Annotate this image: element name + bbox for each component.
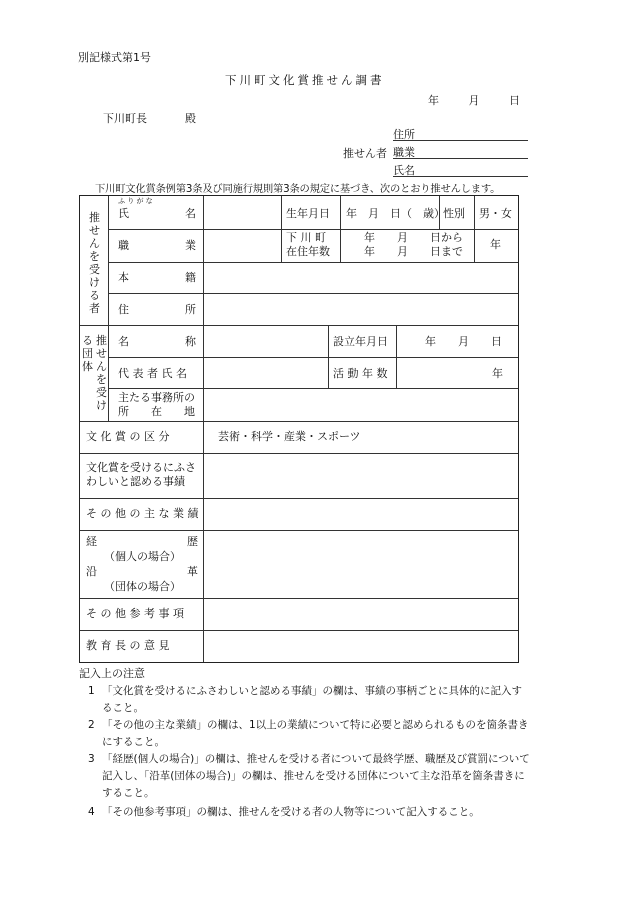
residence-years-unit: 年 bbox=[490, 238, 501, 251]
addressee-name: 下川町長 bbox=[103, 112, 147, 125]
individual-section-label: 推せんを受ける者 bbox=[89, 211, 100, 315]
note-item: 1 「文化賞を受けるにふさわしいと認める事績」の欄は、事績の事柄ごとに具体的に記入すること。 bbox=[88, 685, 522, 714]
recommender-address-field[interactable]: 住所 bbox=[393, 126, 528, 141]
award-category-options[interactable]: 芸術・科学・産業・スポーツ bbox=[218, 430, 361, 443]
gender-label: 性別 bbox=[443, 207, 465, 220]
page-title: 下川町文化賞推せん調書 bbox=[225, 73, 385, 87]
recommender-occupation-field[interactable]: 職業 bbox=[393, 144, 528, 159]
furigana-label: ふ り が な bbox=[118, 197, 153, 205]
history-field[interactable] bbox=[207, 534, 512, 596]
reference-field[interactable] bbox=[207, 601, 512, 628]
activity-years-label: 活 動 年 数 bbox=[333, 367, 388, 380]
founded-label: 設立年月日 bbox=[333, 335, 388, 348]
date-day: 日 bbox=[509, 94, 520, 107]
group-name-field[interactable] bbox=[207, 328, 323, 355]
group-name-label: 名 称 bbox=[118, 335, 196, 348]
notes-title: 記入上の注意 bbox=[79, 667, 145, 680]
birthdate-label: 生年月日 bbox=[286, 207, 330, 220]
honorific: 殿 bbox=[185, 112, 196, 125]
occupation-label: 職 業 bbox=[118, 239, 196, 252]
superintendent-opinion-field[interactable] bbox=[207, 633, 512, 660]
history-label: 経 歴 （個人の場合） 沿 革 （団体の場合） bbox=[86, 535, 198, 593]
date-month: 月 bbox=[468, 94, 480, 107]
recommender-name-field[interactable]: 氏名 bbox=[393, 162, 528, 177]
domicile-field[interactable] bbox=[207, 264, 512, 291]
office-address-field[interactable] bbox=[207, 392, 512, 419]
achievement-field[interactable] bbox=[207, 456, 512, 496]
other-achievements-label: そ の 他 の 主 な 業 績 bbox=[86, 507, 199, 520]
residence-period-field[interactable]: 年 月 日から 年 月 日まで bbox=[364, 231, 463, 258]
intro-statement: 下川町文化賞条例第3条及び同施行規則第3条の規定に基づき、次のとおり推せんします。 bbox=[95, 183, 501, 195]
recommendation-form-table bbox=[79, 195, 519, 663]
occupation-field[interactable] bbox=[207, 232, 277, 260]
note-item: 2 「その他の主な業績」の欄は、1以上の業績について特に必要と認められるものを箇条書きにすること。 bbox=[88, 719, 529, 748]
form-number: 別記様式第1号 bbox=[78, 51, 151, 64]
date-year: 年 bbox=[428, 94, 439, 107]
date-line bbox=[428, 92, 520, 108]
activity-years-field[interactable]: 年 bbox=[492, 367, 503, 380]
other-achievements-field[interactable] bbox=[207, 501, 512, 528]
founded-field[interactable]: 年 月 日 bbox=[425, 335, 502, 348]
award-category-label: 文 化 賞 の 区 分 bbox=[86, 430, 170, 443]
achievement-label: 文化賞を受けるにふさ わしいと認める事績 bbox=[86, 461, 196, 488]
residence-years-label: 下 川 町 在住年数 bbox=[286, 231, 330, 258]
address-field[interactable] bbox=[207, 296, 512, 323]
name-label: 氏 名 bbox=[118, 207, 196, 220]
reference-label: そ の 他 参 考 事 項 bbox=[86, 607, 184, 620]
superintendent-opinion-label: 教 育 長 の 意 見 bbox=[86, 639, 170, 652]
addressee bbox=[103, 110, 196, 126]
office-address-label: 主たる事務所の 所 在 地 bbox=[118, 391, 195, 418]
gender-field[interactable]: 男・女 bbox=[479, 207, 512, 220]
name-field[interactable] bbox=[207, 198, 277, 227]
representative-label: 代 表 者 氏 名 bbox=[118, 367, 187, 380]
address-label: 住 所 bbox=[118, 303, 196, 316]
representative-field[interactable] bbox=[207, 360, 323, 387]
domicile-label: 本 籍 bbox=[118, 271, 196, 284]
group-section-label: 推 せ ん を 受 け る 団 体 bbox=[82, 334, 107, 412]
note-item: 3 「経歴(個人の場合)」の欄は、推せんを受ける者について最終学歴、職歴及び賞罰について記入し、「沿革(団体の場合)」の欄は、推せんを受ける団体について主な沿革を箇条書きにすること。 bbox=[88, 753, 530, 799]
recommender-label: 推せん者 bbox=[343, 147, 387, 160]
note-item: 4 「その他参考事項」の欄は、推せんを受ける者の人物等について記入すること。 bbox=[88, 806, 480, 818]
birthdate-field[interactable]: 年 月 日（ 歳） bbox=[346, 207, 445, 220]
